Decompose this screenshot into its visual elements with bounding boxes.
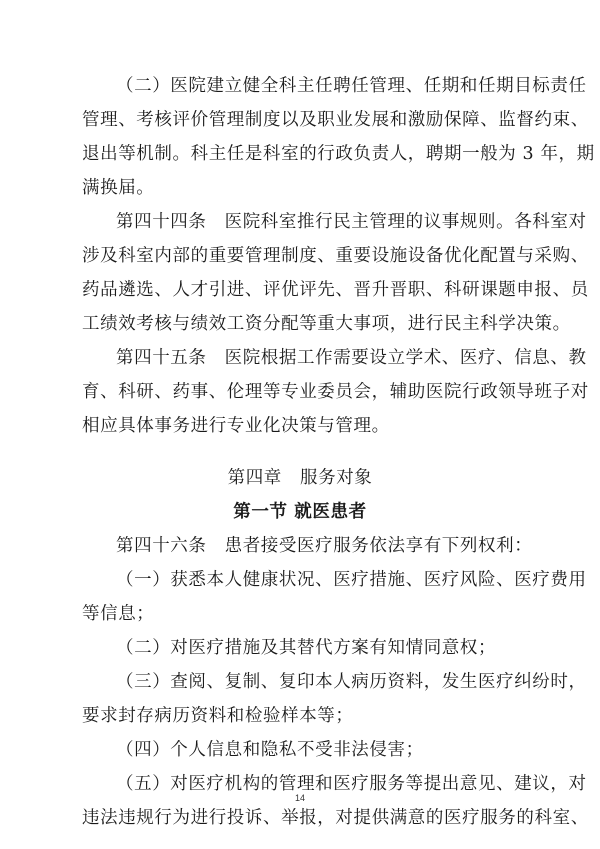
article-46-line: 第四十六条 患者接受医疗服务依法享有下列权利： [116,536,533,556]
paragraph-line: 涉及科室内部的重要管理制度、重要设施设备优化配置与采购、 [82,246,589,266]
list-item-line: （四）个人信息和隐私不受非法侵害； [116,740,424,760]
page-number: 14 [294,793,305,803]
paragraph-line: 满换届。 [82,178,155,198]
list-item-line: （三）查阅、复制、复印本人病历资料，发生医疗纠纷时， [116,672,587,692]
paragraph-line: 相应具体事务进行专业化决策与管理。 [82,416,390,436]
section-heading: 第一节 就医患者 [233,502,367,522]
list-item-line: （二）对医疗措施及其替代方案有知情同意权； [116,638,497,658]
paragraph-line: （二）医院建立健全科主任聘任管理、任期和任期目标责任 [116,76,587,96]
paragraph-line: 退出等机制。科主任是科室的行政负责人，聘期一般为 3 年，期 [82,144,595,164]
paragraph-line: 药品遴选、人才引进、评优评先、晋升晋职、科研课题申报、员 [82,280,589,300]
article-45-line: 第四十五条 医院根据工作需要设立学术、医疗、信息、教 [116,348,587,368]
chapter-heading: 第四章 服务对象 [227,468,373,488]
paragraph-line: 管理、考核评价管理制度以及职业发展和激励保障、监督约束、 [82,110,589,130]
paragraph-line: 育、科研、药事、伦理等专业委员会，辅助医院行政领导班子对 [82,382,589,402]
list-item-line: （一）获悉本人健康状况、医疗措施、医疗风险、医疗费用 [116,570,587,590]
article-44-line: 第四十四条 医院科室推行民主管理的议事规则。各科室对 [116,212,587,232]
list-item-line: 等信息； [82,604,155,624]
paragraph-line: 工绩效考核与绩效工资分配等重大事项，进行民主科学决策。 [82,314,571,334]
list-item-line: （五）对医疗机构的管理和医疗服务等提出意见、建议，对 [116,774,587,794]
list-item-line: 要求封存病历资料和检验样本等； [82,706,354,726]
list-item-line: 违法违规行为进行投诉、举报，对提供满意的医疗服务的科室、 [82,808,589,828]
